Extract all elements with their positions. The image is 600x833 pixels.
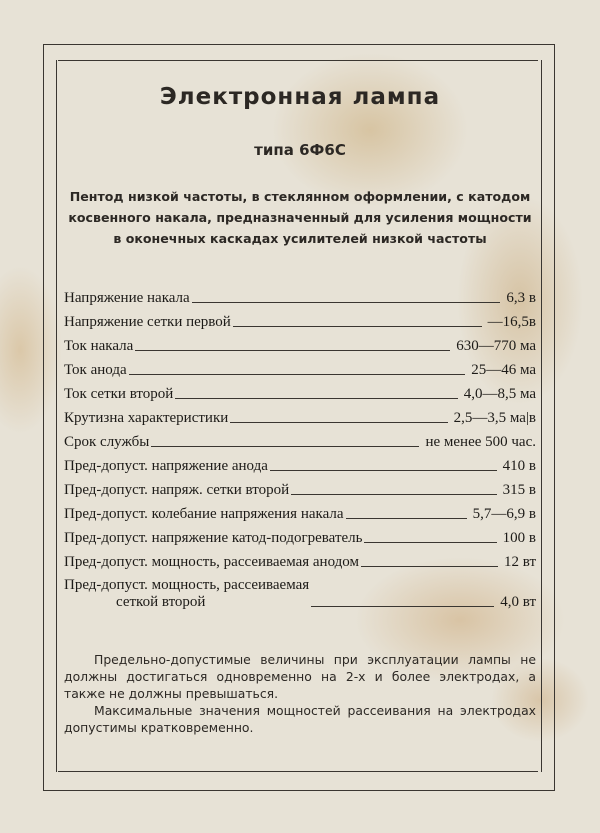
spec-label-line1: Пред-допуст. мощность, рассеиваемая [64, 577, 310, 593]
spec-label: Пред-допуст. колебание напряжения накала [64, 506, 344, 522]
spec-label: Напряжение сетки первой [64, 314, 231, 330]
leader-line [175, 398, 457, 399]
leader-line [192, 302, 501, 303]
leader-line [346, 518, 467, 519]
spec-label: Ток сетки второй [64, 386, 174, 402]
spec-label [64, 577, 309, 611]
spec-row [64, 379, 536, 403]
leader-line [270, 470, 497, 471]
spec-value: 630—770 ма [456, 338, 536, 354]
spec-value: не менее 500 час. [425, 434, 536, 450]
spec-row [64, 499, 536, 523]
spec-row [64, 331, 536, 355]
spec-label: Напряжение накала [64, 290, 190, 306]
spec-list [64, 283, 536, 611]
top-rule [58, 60, 538, 61]
spec-row [64, 355, 536, 379]
spec-row [64, 403, 536, 427]
spec-row [64, 451, 536, 475]
leader-line [233, 326, 482, 327]
spec-label: Крутизна характеристики [64, 410, 229, 426]
spec-row [64, 547, 536, 571]
spec-row [64, 523, 536, 547]
usage-notes [64, 651, 536, 736]
spec-row-multiline [64, 571, 536, 611]
leader-line [129, 374, 466, 375]
spec-label: Пред-допуст. напряжение анода [64, 458, 268, 474]
spec-value: 25—46 ма [471, 362, 536, 378]
leader-line [364, 542, 496, 543]
spec-row [64, 427, 536, 451]
leader-line [311, 606, 494, 607]
spec-value: 6,3 в [506, 290, 536, 306]
spec-value: 100 в [502, 530, 536, 546]
spec-value: 12 вт [503, 554, 536, 570]
spec-row [64, 307, 536, 331]
spec-value: 4,0—8,5 ма [463, 386, 536, 402]
note-paragraph: Предельно-допустимые величины при эксплуатации лампы не должны достигаться одновременно на 2-х и более электродах, а также не должны превышаться. [64, 652, 536, 701]
spec-label: Срок службы [64, 434, 150, 450]
spec-label: Ток накала [64, 338, 134, 354]
spec-row [64, 475, 536, 499]
spec-value: —16,5в [487, 314, 536, 330]
spec-label: Пред-допуст. напряжение катод-подогреватель [64, 530, 363, 546]
leader-line [230, 422, 447, 423]
spec-label-line2: сеткой второй [116, 594, 206, 610]
spec-label: Ток анода [64, 362, 127, 378]
spec-label: Пред-допуст. напряж. сетки второй [64, 482, 290, 498]
spec-value: 2,5—3,5 ма|в [453, 410, 536, 426]
tube-description: Пентод низкой частоты, в стеклянном оформлении, с катодом косвенного накала, предназначенный для усиления мощности в оконечных каскадах усилителей низкой частоты [68, 189, 532, 246]
spec-value: 5,7—6,9 в [472, 506, 536, 522]
document-title: Электронная лампа [159, 84, 441, 110]
tube-type: типа 6Ф6С [254, 141, 346, 159]
spec-label: Пред-допуст. мощность, рассеиваемая анодом [64, 554, 359, 570]
spec-value: 315 в [502, 482, 536, 498]
spec-value: 4,0 вт [500, 594, 536, 610]
leader-line [135, 350, 450, 351]
bottom-rule [58, 771, 538, 772]
leader-line [151, 446, 419, 447]
leader-line [361, 566, 498, 567]
spec-value: 410 в [502, 458, 536, 474]
spec-row [64, 283, 536, 307]
note-paragraph: Максимальные значения мощностей рассеивания на электродах допустимы кратковременно. [64, 703, 536, 735]
leader-line [291, 494, 497, 495]
